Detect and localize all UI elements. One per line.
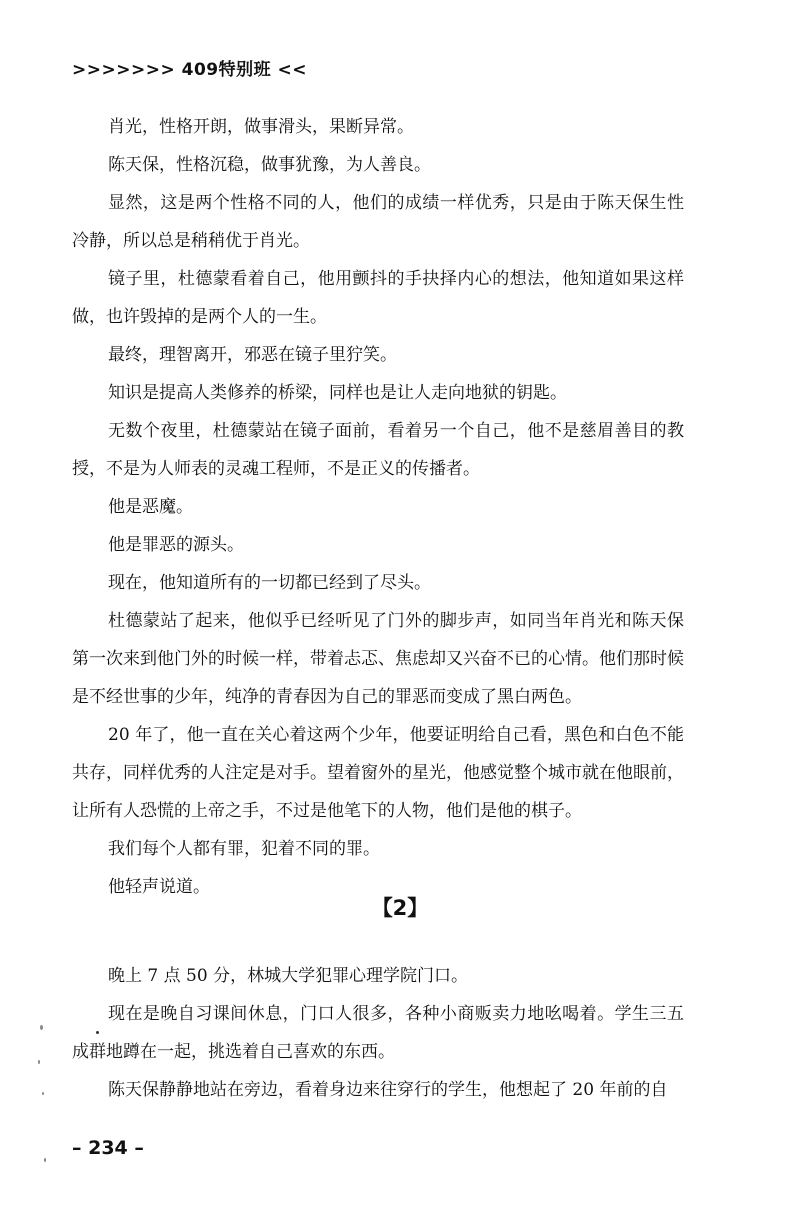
scan-speck	[96, 1031, 99, 1034]
paragraph: 肖光，性格开朗，做事滑头，果断异常。	[108, 117, 414, 137]
paragraph: 晚上 7 点 50 分，林城大学犯罪心理学院门口。	[108, 966, 469, 986]
paragraph: 显然，这是两个性格不同的人，他们的成绩一样优秀，只是由于陈天保生性冷静，所以总是稍稍优于肖光。	[72, 193, 684, 251]
scan-speck	[42, 1092, 44, 1095]
scan-speck	[40, 1025, 43, 1030]
paragraph: 现在是晚自习课间休息，门口人很多，各种小商贩卖力地吆喝着。学生三五成群地蹲在一起，挑选着自己喜欢的东西。	[72, 1004, 684, 1062]
section-1-body	[72, 108, 684, 906]
paragraph: 他是恶魔。	[108, 497, 193, 517]
scan-speck	[38, 1060, 40, 1064]
paragraph: 20 年了，他一直在关心着这两个少年，他要证明给自己看，黑色和白色不能共存，同样优秀的人注定是对手。望着窗外的星光，他感觉整个城市就在他眼前，让所有人恐慌的上帝之手，不过是他笔下的人物，他们是他的棋子。	[72, 725, 684, 821]
paragraph: 现在，他知道所有的一切都已经到了尽头。	[108, 573, 431, 593]
paragraph: 杜德蒙站了起来，他似乎已经听见了门外的脚步声，如同当年肖光和陈天保第一次来到他门外的时候一样，带着忐忑、焦虑却又兴奋不已的心情。他们那时候是不经世事的少年，纯净的青春因为自己的罪恶而变成了黑白两色。	[72, 611, 684, 707]
paragraph: 最终，理智离开，邪恶在镜子里狞笑。	[108, 345, 397, 365]
paragraph: 知识是提高人类修养的桥梁，同样也是让人走向地狱的钥匙。	[108, 383, 567, 403]
paragraph: 镜子里，杜德蒙看着自己，他用颤抖的手抉择内心的想法，他知道如果这样做，也许毁掉的是两个人的一生。	[72, 269, 684, 327]
running-header: >>>>>>> 409特别班 <<	[72, 60, 308, 80]
scan-speck	[44, 1158, 46, 1162]
paragraph: 陈天保，性格沉稳，做事犹豫，为人善良。	[108, 155, 431, 175]
paragraph: 无数个夜里，杜德蒙站在镜子面前，看着另一个自己，他不是慈眉善目的教授，不是为人师表的灵魂工程师，不是正义的传播者。	[72, 421, 684, 479]
paragraph: 陈天保静静地站在旁边，看着身边来往穿行的学生，他想起了 20 年前的自	[108, 1080, 668, 1100]
paragraph: 他轻声说道。	[108, 877, 210, 897]
paragraph: 我们每个人都有罪，犯着不同的罪。	[108, 839, 380, 859]
section-heading: 【2】	[371, 896, 429, 920]
page-number: – 234 –	[72, 1137, 144, 1159]
paragraph: 他是罪恶的源头。	[108, 535, 244, 555]
section-2-body	[72, 957, 684, 1109]
